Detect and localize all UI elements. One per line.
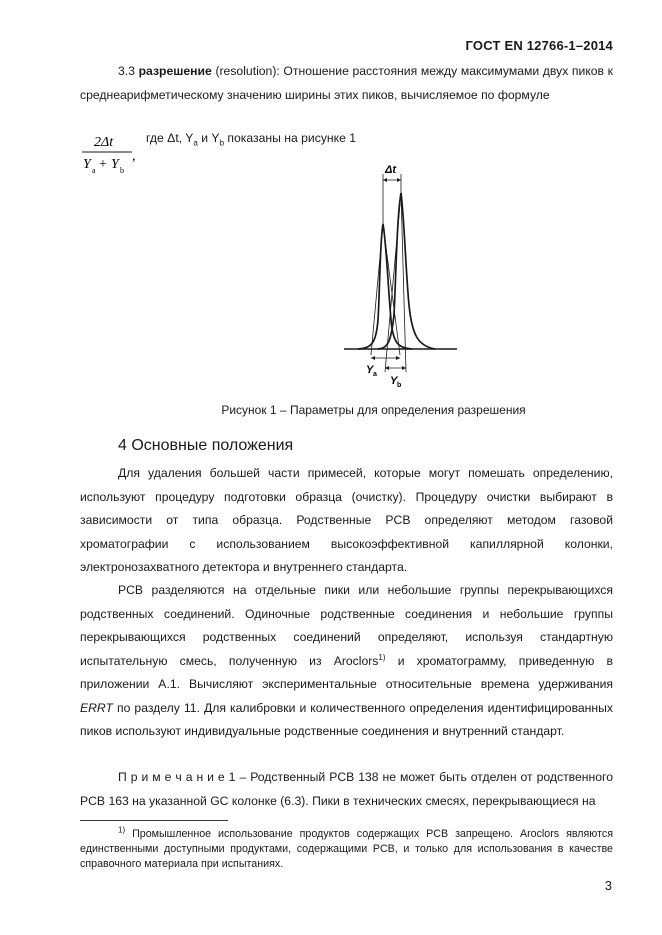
- note-paragraph: П р и м е ч а н и е 1 – Родственный PCB 138 не может быть отделен от родственного PCB 163 на указанной GC колонке (6.3). Пики в технических смесях, перекрывающиеся на: [80, 770, 613, 808]
- figure-tangent-a-left: [371, 224, 383, 355]
- formula-explanation: где Δt, $Y_a$ и $Y_b$ показаны на рисунке 1: [146, 131, 357, 148]
- footnote-ref: 1): [378, 652, 386, 662]
- formula-comma: ,: [132, 149, 136, 164]
- definition-term: разрешение: [138, 64, 212, 78]
- figure-caption: Рисунок 1 – Параметры для определения разрешения: [221, 403, 526, 417]
- figure-label-ya: Y: [366, 364, 374, 376]
- figure-label-yb: Y: [390, 375, 398, 387]
- footnote-separator: [80, 820, 228, 821]
- document-header: ГОСТ EN 12766-1–2014: [465, 38, 613, 53]
- definition-paragraph: [80, 60, 613, 107]
- definition-term-en: (resolution):: [215, 64, 280, 78]
- formula-plus: +: [99, 157, 107, 172]
- section-title: 4 Основные положения: [118, 437, 294, 454]
- formula-numerator: 2Δt: [94, 135, 114, 150]
- resolution-formula: [80, 130, 142, 180]
- formula-den-yb: Y: [111, 157, 119, 172]
- figure-dt-arrowhead-right: [397, 178, 401, 182]
- formula-den-ya: Y: [83, 157, 91, 172]
- footnote: $^{1)}$ Промышленное использование продуктов содержащих PCB запрещено. Aroclors являются единственными доступными продуктами, содержащими PCB, и только для использования в качестве справочного материала при испытаниях.: [80, 825, 613, 870]
- footnote-mark: 1): [118, 825, 126, 835]
- paragraph-1: Для удаления большей части примесей, которые могут помешать определению, используют процедуру подготовки образца (очистку). Процедуру очистки выбирают в зависимости от типа образца. Родственные PCB определяют методом газовой хроматографии с использованием высокоэффективной капиллярной колонки, электронозахватного детектора и внутреннего стандарта.: [80, 466, 613, 574]
- svg-text:a: a: [373, 371, 377, 378]
- figure-peak-b: [378, 193, 435, 349]
- svg-text:b: b: [397, 382, 402, 389]
- note-label: П р и м е ч а н и е 1: [118, 770, 236, 784]
- formula-sub-a: a: [92, 166, 96, 175]
- figure-resolution-diagram: [340, 160, 465, 390]
- figure-dt-arrowhead-left: [383, 178, 387, 182]
- definition-number: 3.3: [118, 64, 135, 78]
- figure-label-dt: Δt: [385, 164, 397, 176]
- paragraph-2: PCB разделяются на отдельные пики или небольшие группы перекрывающихся родственных соединений. Одиночные родственные соединения и небольшие группы перекрывающихся родственных соединений определяют, используя стандартную испытательную смесь, полученную из Aroclors$^{1)}$ и хроматограмму, приведенную в приложении А.1. Вычисляют экспериментальные относительные времена удерживания ERRT по разделу 11. Для калибровки и количественного определения идентифицированных пиков используют индивидуальные родственные соединения и внутренний стандарт.: [80, 583, 613, 738]
- formula-sub-b: b: [120, 166, 124, 175]
- page-number: 3: [604, 878, 612, 893]
- definition-text: Отношение расстояния между максимумами двух пиков к среднеарифметическому значению ширины этих пиков, вычисляемое по формуле: [80, 64, 613, 102]
